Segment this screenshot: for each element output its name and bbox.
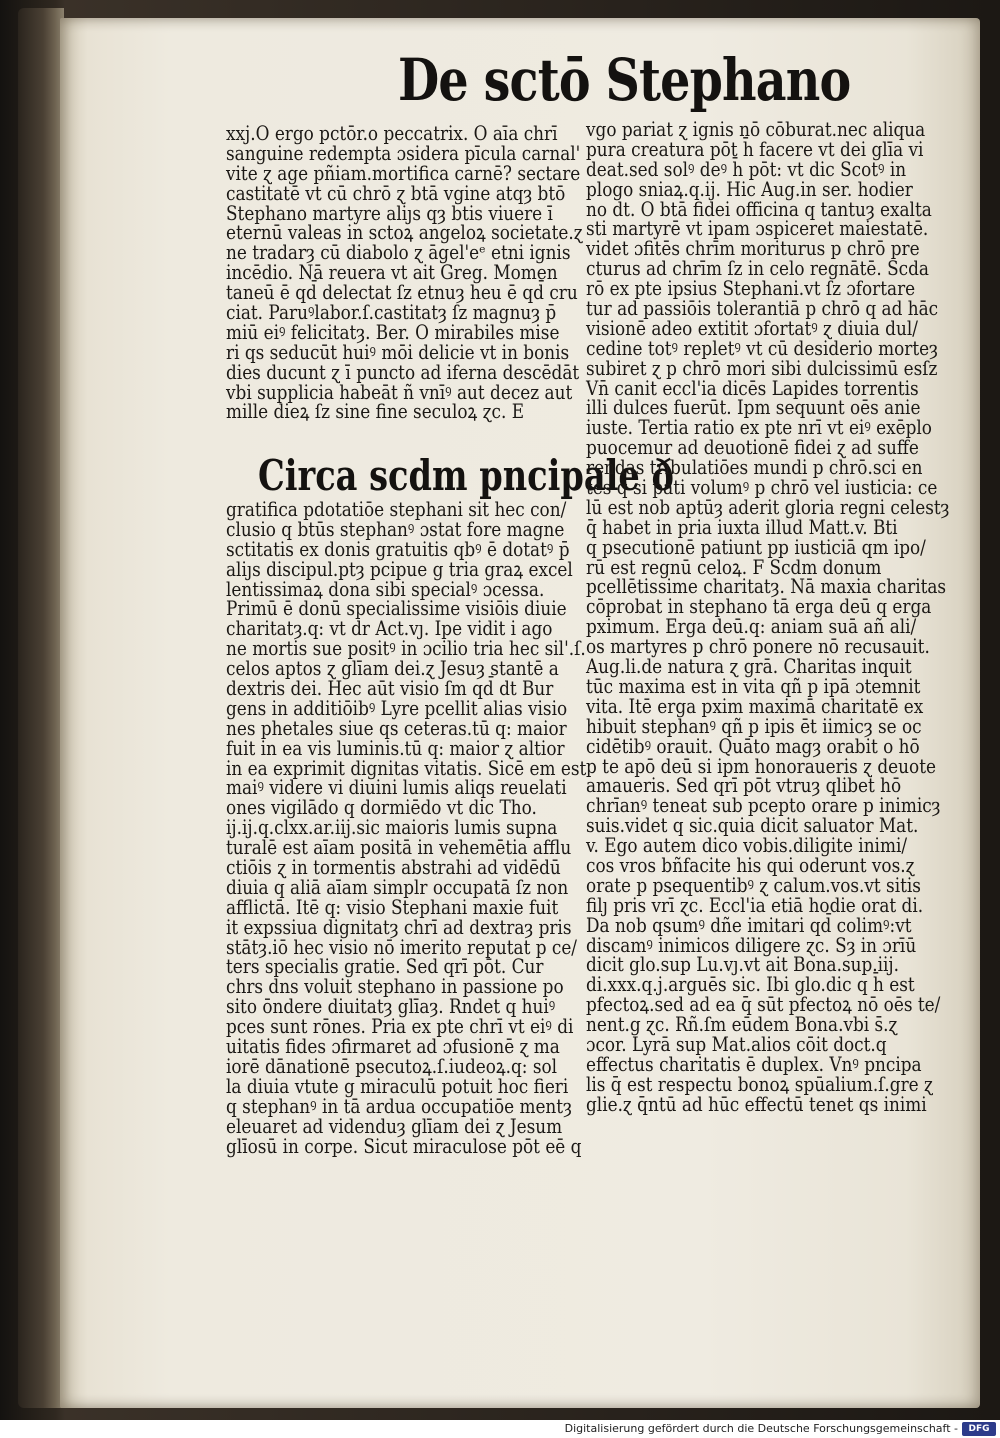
text-line: rendas tribulatiōes mundi p chrō.sci en <box>586 456 923 480</box>
text-line: la diuia vtute g miraculū potuit hoc fieri <box>226 1074 569 1098</box>
text-line: ters specialis gratie. Sed qrī pōt. Cur <box>226 955 544 979</box>
text-line: suis.videt q sic.quia dicit saluator Mat. <box>586 814 919 838</box>
text-line: clusio q btūs stephanꝰ ɔstat fore magne <box>226 517 565 541</box>
text-line: lentissimaꝝ dona sibi specialꝰ ɔcessa. <box>226 577 545 601</box>
text-line: taneū ē qd̄ delectat ſz etnuȝ heu ē qd̄ cru <box>226 281 578 305</box>
text-line: dies ducunt ɀ ī puncto ad iferna descēdāt <box>226 360 580 384</box>
text-line: in ea exprimit dignitas vitatis. Sicē em est <box>226 756 587 780</box>
text-line: illi dulces fuerūt. Ipm sequunt oēs anie <box>586 396 921 420</box>
text-line: glīosū in corpe. Sicut miraculose pōt eē q <box>226 1134 582 1158</box>
text-line: cōprobat in stephano tā erga deū q erga <box>586 595 932 619</box>
text-line: ɔcor. Lyrā sup Mat.alios cōit doct.q <box>586 1032 887 1056</box>
text-line: visionē adeo extitit ɔfortatꝰ ɀ diuia dul/ <box>586 316 918 340</box>
text-line: rō ex pte ipsius Stephani.vt ſz ɔfortare <box>586 277 916 301</box>
text-line: sti martyrē vt ipam ɔspiceret maiestatē. <box>586 217 929 241</box>
text-line: lū est nob aptūȝ aderit gloria regni celestȝ <box>586 495 950 519</box>
text-line: ctiōis ɀ in tormentis abstrahi ad vidēdū <box>226 856 561 880</box>
text-line: tūc maxima est in vita qñ p ipā ɔtemnit <box>586 674 921 698</box>
text-line: rū est regnū celoꝝ. F Scdm donum <box>586 555 882 579</box>
text-line: videt ɔfitēs chrīm moriturus p chrō pre <box>586 237 920 261</box>
text-line: maiꝰ videre vi diuini lumis aliqs reuelati <box>226 776 567 800</box>
text-line: lis q̄ est respectu bonoꝝ spūalium.ſ.gre ɀ <box>586 1072 933 1096</box>
text-line: pces sunt rōnes. Pria ex pte chrī vt eiꝰ di <box>226 1015 574 1039</box>
text-line: celos aptos ɀ glīam dei.ɀ Jesuȝ stantē a <box>226 657 559 681</box>
text-line: pura creatura pōt h̄ facere vt dei glīa vi <box>586 137 924 161</box>
text-line: diuia q aliā aīam simplr occupatā ſz non <box>226 875 569 899</box>
text-line: p te apō deū si ipm honoraueris ɀ deuote <box>586 754 936 778</box>
text-line: ij.ij.q.clxx.ar.iij.sic maioris lumis supna <box>226 816 558 840</box>
text-line: pfectoꝝ.sed ad ea q̄ sūt pfectoꝝ nō oēs te/ <box>586 993 941 1017</box>
text-line: charitatȝ.q: vt dr Act.vȷ. Ipe vidit i ago <box>226 617 553 641</box>
text-line: uitatis fides ɔfirmaret ad ɔfusionē ɀ ma <box>226 1035 560 1059</box>
left-column-top <box>226 122 583 424</box>
text-line: cturus ad chrīm ſz in celo regnātē. Scda <box>586 257 929 281</box>
text-line: puocemur ad deuotionē fidei ɀ ad suffe <box>586 436 919 460</box>
text-line: iorē dānationē psecutoꝝ.ſ.iudeoꝝ.q: sol <box>226 1054 558 1078</box>
text-line: Vn̄ canit eccl'ia dicēs Lapides torrentis <box>586 376 919 400</box>
section-heading: Circa scdm pncipale ð <box>258 451 674 500</box>
text-line: ne mortis sue positꝰ in ɔcilio tria hec sil'.ſ. <box>226 637 586 661</box>
text-line: vita. Itē erga pxim maximā charitatē ex <box>586 694 924 718</box>
text-line: hibuit stephanꝰ qñ p ipis ēt iimicȝ se oc <box>586 714 922 738</box>
text-line: incēdio. Nā reuera vt ait Greg. Momen <box>226 261 558 285</box>
text-line: afflictā. Itē q: visio Stephani maxie fuit <box>226 895 559 919</box>
text-line: sito ōndere diuitatȝ glīaȝ. Rndet q huiꝰ <box>226 995 556 1019</box>
text-line: nent.g ɀc. Rñ.ſm eūdem Bona.vbi s̄.ɀ <box>586 1013 898 1037</box>
text-line: deat.sed solꝰ deꝰ h̄ pōt: vt dic Scotꝰ in <box>586 157 907 181</box>
text-line: sanguine redempta ɔsidera pīcula carnal' <box>226 141 581 165</box>
text-line: miū eiꝰ felicitatȝ. Ber. O mirabiles mise <box>226 320 560 344</box>
text-line: vbi supplicia habeāt ñ vnīꝰ aut decez aut <box>226 380 573 404</box>
text-line: filȷ pris vrī ɀc. Eccl'ia etiā hodie orat di. <box>586 893 924 917</box>
text-line: dextris dei. Hec aūt visio ſm qd̄ dt Bur <box>226 677 554 701</box>
text-line: iuste. Tertia ratio ex pte nrī vt eiꝰ exēplo <box>586 416 932 440</box>
text-line: vgo pariat ɀ ignis nō cōburat.nec aliqua <box>586 118 926 141</box>
text-line: Da nob qsumꝰ dñe imitari qd̄ colimꝰ:vt <box>586 913 912 937</box>
text-line: os martyres p chrō ponere nō recusauit. <box>586 635 930 659</box>
text-line: glie.ɀ q̄ntū ad hūc effectū tenet qs inimi <box>586 1092 927 1116</box>
text-line: tes q si pati volumꝰ p chrō vel iusticia: ce <box>586 476 938 500</box>
text-line: sctitatis ex donis gratuitis qbꝰ ē dotatꝰ p̄ <box>226 537 570 561</box>
text-line: di.xxx.q.j.arguēs sic. Ibi glo.dic q h̄ est <box>586 973 915 997</box>
left-column-bottom <box>226 498 587 1158</box>
funding-notice: Digitalisierung gefördert durch die Deutsche Forschungsgemeinschaft - <box>564 1422 958 1435</box>
text-line: dicit glo.sup Lu.vȷ.vt ait Bona.sup.iij. <box>586 953 900 977</box>
text-line: orate p psequentibꝰ ɀ calum.vos.vt sitis <box>586 873 921 897</box>
text-line: fuit in ea vis luminis.tū q: maior ɀ altior <box>226 736 565 760</box>
text-line: gens in additiōibꝰ Lyre pcellit alias visio <box>226 696 568 720</box>
text-line: effectus charitatis ē duplex. Vnꝰ pncipa <box>586 1052 922 1076</box>
text-line: v. Ego autem dico vobis.diligite inimi/ <box>586 834 908 858</box>
text-line: cos vros bñfacite his qui oderunt vos.ɀ <box>586 853 915 877</box>
dfg-logo: DFG <box>962 1422 996 1436</box>
text-line: vite ɀ age pñiam.mortifica carnē? sectare <box>226 161 581 185</box>
text-line: it expssiua dignitatȝ chrī ad dextraȝ pris <box>226 915 572 939</box>
text-line: ones vigilādo q dormiēdo vt dic Tho. <box>226 796 537 820</box>
text-line: ri qs seducūt huiꝰ mōi delicie vt in bonis <box>226 340 570 364</box>
text-line: Stephano martyre aliȷs qȝ btis viuere ī <box>226 201 553 225</box>
text-line: turalē est aīam positā in vehemētia afflu <box>226 836 572 860</box>
text-line: ne tradarȝ cū diabolo ɀ āgel'eᵉ etni ignis <box>226 241 571 265</box>
text-line: xxj.O ergo pctōr.o peccatrix. O aīa chrī <box>226 122 558 145</box>
text-line: cedine totꝰ repletꝰ vt cū desiderio morteȝ <box>586 336 938 360</box>
text-line: stātȝ.iō hec visio nō imerito reputat p ce/ <box>226 935 577 959</box>
text-line: pximum. Erga deū.q: aniam suā añ ali/ <box>586 615 917 639</box>
text-line: chrīanꝰ teneat sub pcepto orare p inimicȝ <box>586 794 941 818</box>
text-line: Aug.li.de natura ɀ grā. Charitas inquit <box>586 655 912 679</box>
text-line: q stephanꝰ in tā ardua occupatiōe mentȝ <box>226 1094 572 1118</box>
text-line: q̄ habet in pria iuxta illud Matt.v. Bti <box>586 515 898 539</box>
text-line: q psecutionē patiunt pp iusticiā qm ipo/ <box>586 535 926 559</box>
text-line: no dt. O btā fidei officina q tantuȝ exalta <box>586 197 932 221</box>
text-line: nes phetales siue qs ceteras.tū q: maior <box>226 716 567 740</box>
text-line: tur ad passiōis tolerantiā p chrō q ad hāc <box>586 297 939 321</box>
book-edge <box>18 8 64 1408</box>
text-line: Primū ē donū specialissime visiōis diuie <box>226 597 567 621</box>
running-headline: De sctō Stephano <box>398 46 851 114</box>
right-column <box>586 120 952 1115</box>
text-line: pcellētissime charitatȝ. Nā maxia charitas <box>586 575 947 599</box>
text-line: cidētibꝰ orauit. Quāto magȝ orabit o hō <box>586 734 920 758</box>
text-line: amaueris. Sed qrī pōt vtruȝ qlibet hō <box>586 774 902 798</box>
text-line: subiret ɀ p chrō mori sibi dulcissimū esſz <box>586 356 938 380</box>
text-line: plogo sniaꝝ.q.ij. Hic Aug.in ser. hodier <box>586 177 913 201</box>
text-line: eternū valeas in sctoꝝ angeloꝝ societate.ɀ <box>226 221 583 245</box>
text-line: eleuaret ad videnduȝ glīam dei ɀ Jesum <box>226 1114 563 1138</box>
text-line: castitatē vt cū chrō ɀ btā vgine atqȝ btō <box>226 181 566 205</box>
text-line: aliȷs discipul.ptȝ pcipue g tria graꝝ excel <box>226 557 573 581</box>
text-line: discamꝰ inimicos diligere ɀc. Sȝ in ɔrīū <box>586 933 917 957</box>
text-line: ciat. Paruꝰlabor.ſ.castitatȝ ſz magnuȝ p̄ <box>226 301 557 325</box>
text-line: mille dieꝝ ſz sine fine seculoꝝ ɀc. E <box>226 400 525 424</box>
text-line: chrs dns voluit stephano in passione po <box>226 975 564 999</box>
text-line: gratifica pdotatiōe stephani sit hec con/ <box>226 498 567 521</box>
